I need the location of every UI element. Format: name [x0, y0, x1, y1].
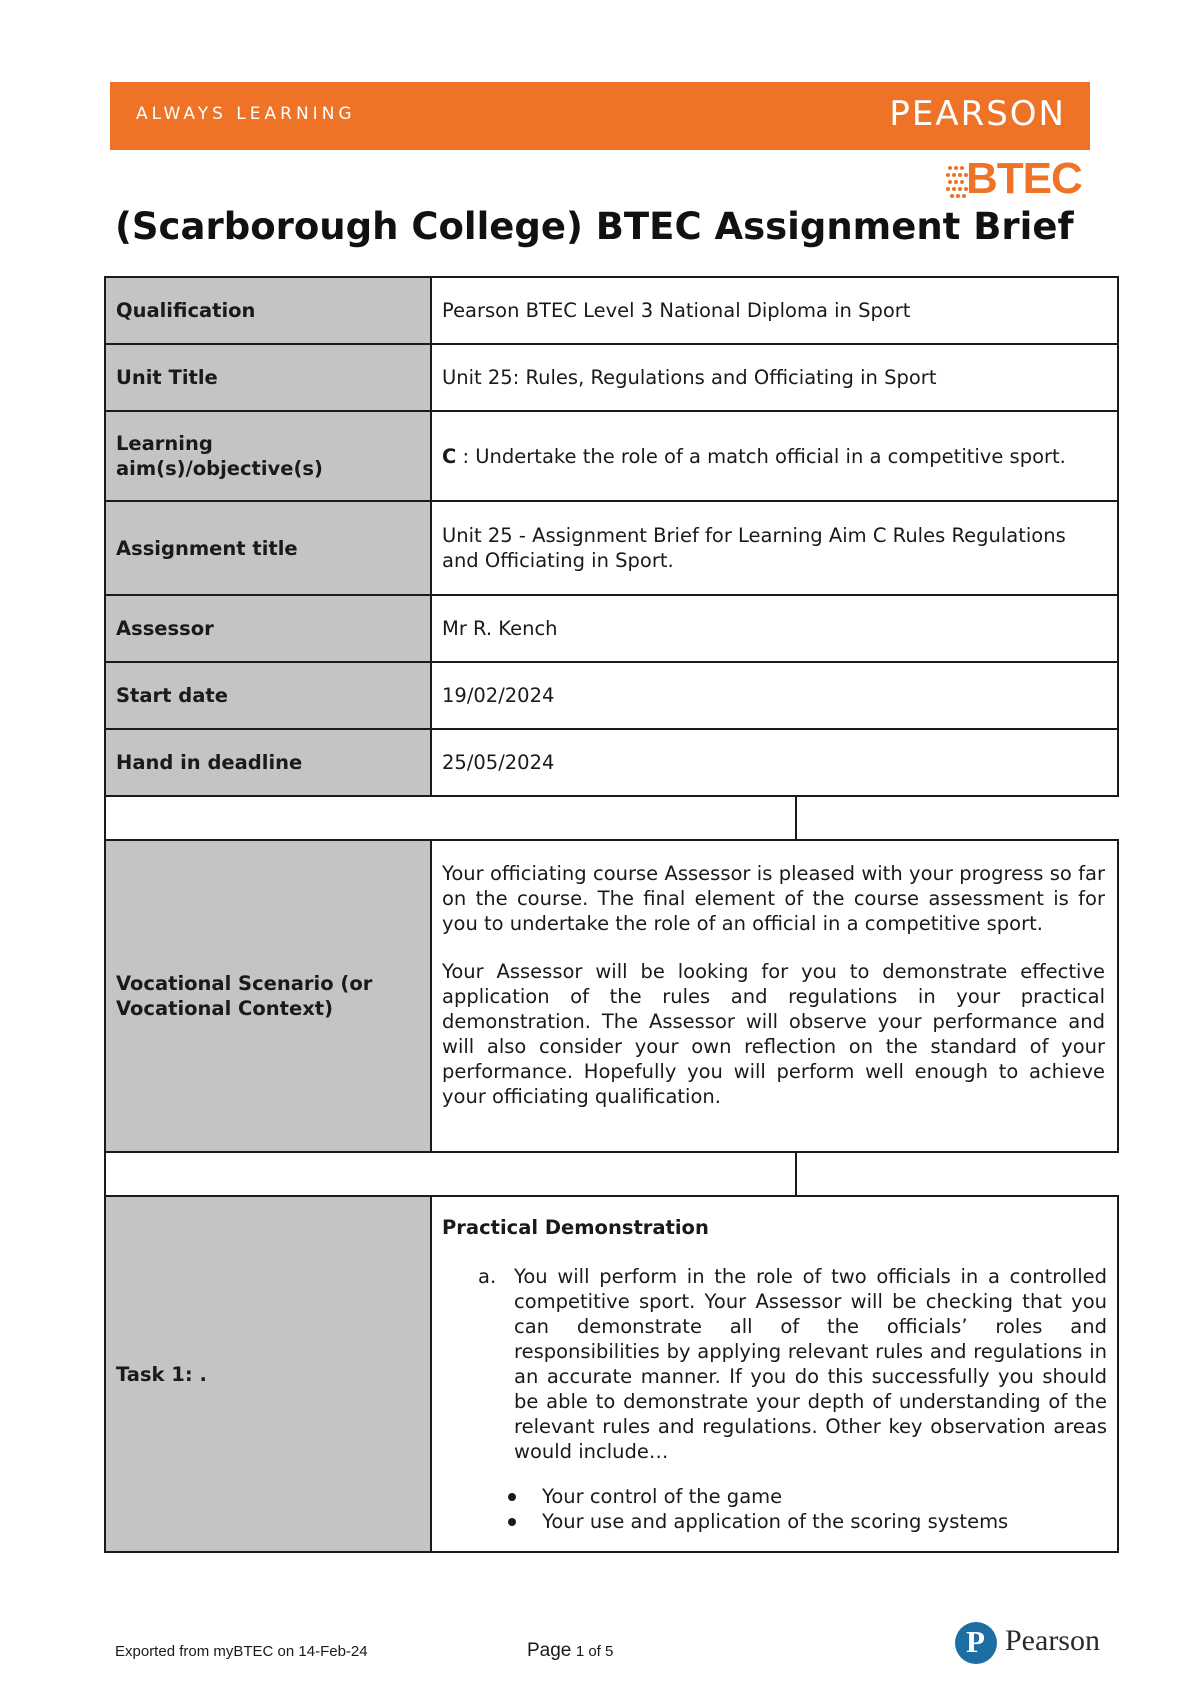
table-row: [105, 662, 1118, 729]
bullet-text: Your use and application of the scoring systems: [542, 1510, 1009, 1533]
page-number: [527, 1640, 613, 1662]
deadline-label: Hand in deadline: [105, 729, 431, 796]
spacer-cell: [796, 796, 1118, 840]
table-row: [105, 344, 1118, 411]
spacer-cell: [796, 1152, 1118, 1196]
task1-item-text: You will perform in the role of two officials in a controlled competitive sport. Your Assessor will be checking that you can demonstrate all of the officials’ roles and responsibilities by applying relevant rules and regulations in an accurate manner. If you do this successfully you should be able to demonstrate your depth of understanding of the relevant rules and regulations. Other key observation areas would include…: [514, 1265, 1107, 1463]
bullet-text: Your control of the game: [542, 1485, 783, 1508]
learning-aim-prefix: C: [442, 444, 457, 468]
list-item: [542, 1509, 1107, 1534]
table-row: [105, 840, 1118, 1152]
list-item: [542, 1484, 1107, 1509]
task1-item: [478, 1264, 1107, 1464]
btec-logo-text: BTEC: [966, 154, 1082, 203]
spacer-cell: [105, 1152, 796, 1196]
table-row: [105, 729, 1118, 796]
scenario-paragraph: Your officiating course Assessor is pleased with your progress so far on the course. The final element of the course assessment is for you to undertake the role of an official in a competitive sport.: [442, 862, 1105, 935]
assignment-title-value: Unit 25 - Assignment Brief for Learning Aim C Rules Regulations and Officiating in Sport.: [431, 501, 1118, 595]
table-row: [105, 1196, 1118, 1552]
page-label: Page: [527, 1640, 572, 1661]
export-note: Exported from myBTEC on 14-Feb-24: [115, 1643, 368, 1660]
deadline-value: 25/05/2024: [431, 729, 1118, 796]
task1-bullet-list: [442, 1484, 1107, 1534]
table-row: [105, 277, 1118, 344]
table-row: [105, 411, 1118, 501]
unit-title-label: Unit Title: [105, 344, 431, 411]
btec-logo: [944, 154, 1094, 204]
spacer-row: [105, 1152, 1118, 1196]
task1-label: Task 1: .: [105, 1196, 431, 1552]
assignment-details-table: [104, 276, 1119, 1553]
bullet-icon: [508, 1518, 516, 1526]
table-row: [105, 501, 1118, 595]
start-date-label: Start date: [105, 662, 431, 729]
learning-aim-text: : Undertake the role of a match official in a competitive sport.: [462, 444, 1066, 468]
pearson-p-icon: [955, 1622, 997, 1664]
spacer-cell: [105, 796, 796, 840]
learning-aim-value: [431, 411, 1118, 501]
header-banner: [110, 82, 1090, 150]
pearson-brand: PEARSON: [889, 94, 1066, 134]
unit-title-value: Unit 25: Rules, Regulations and Officiating in Sport: [431, 344, 1118, 411]
task1-heading: Practical Demonstration: [442, 1216, 709, 1239]
task1-content: [431, 1196, 1118, 1552]
assessor-value: Mr R. Kench: [431, 595, 1118, 662]
pearson-footer-name: Pearson: [1005, 1624, 1100, 1657]
scenario-label: Vocational Scenario (or Vocational Context): [105, 840, 431, 1152]
spacer-row: [105, 796, 1118, 840]
table-row: [105, 595, 1118, 662]
tagline: ALWAYS LEARNING: [136, 104, 356, 124]
task1-item-marker: a.: [478, 1265, 497, 1288]
page-count: 1 of 5: [575, 1643, 614, 1660]
page-title: (Scarborough College) BTEC Assignment Brief: [115, 205, 1074, 248]
qualification-label: Qualification: [105, 277, 431, 344]
qualification-value: Pearson BTEC Level 3 National Diploma in Sport: [431, 277, 1118, 344]
learning-aim-label: Learning aim(s)/objective(s): [105, 411, 431, 501]
pearson-footer-logo: [955, 1622, 1115, 1678]
assessor-label: Assessor: [105, 595, 431, 662]
start-date-value: 19/02/2024: [431, 662, 1118, 729]
scenario-paragraph: Your Assessor will be looking for you to demonstrate effective application of the rules and regulations in your practical demonstration. The Assessor will observe your performance and will also consider your own reflection on the standard of your performance. Hopefully you will perform well enough to achieve your officiating qualification.: [442, 960, 1105, 1108]
assignment-title-label: Assignment title: [105, 501, 431, 595]
bullet-icon: [508, 1493, 516, 1501]
pearson-mark: P: [966, 1624, 985, 1659]
scenario-text: [431, 840, 1118, 1152]
